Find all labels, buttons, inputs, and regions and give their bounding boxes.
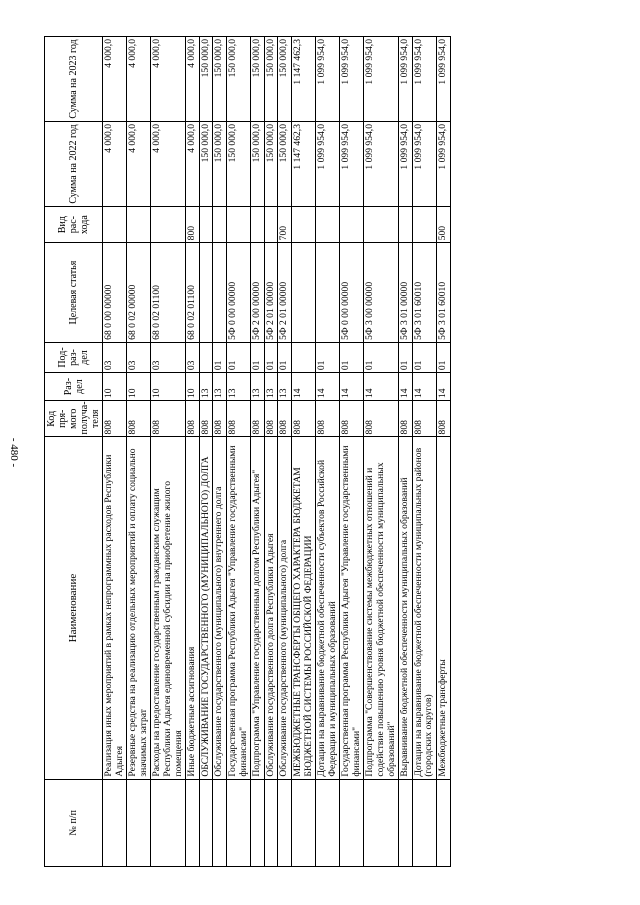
cell-subsection: 01 <box>316 342 340 372</box>
cell-section: 13 <box>213 373 227 401</box>
cell-name: Государственная программа Республики Адыгея "Управление государственными финансами" <box>340 437 364 779</box>
cell-code: 808 <box>127 401 151 437</box>
cell-num <box>291 779 315 866</box>
table-row <box>399 37 413 867</box>
table-body <box>103 37 451 867</box>
cell-section: 13 <box>278 373 292 401</box>
cell-name: Подпрограмма "Управление государственным долгом Республики Адыгея" <box>251 437 265 779</box>
cell-code: 808 <box>340 401 364 437</box>
cell-expense <box>226 206 250 242</box>
cell-num <box>399 779 413 866</box>
table-row <box>251 37 265 867</box>
cell-subsection: 01 <box>399 342 413 372</box>
cell-sum-2022: 1 099 954,0 <box>340 122 364 207</box>
cell-code: 808 <box>103 401 127 437</box>
cell-expense: 800 <box>186 206 200 242</box>
cell-num <box>278 779 292 866</box>
cell-target <box>199 243 213 343</box>
cell-code: 808 <box>437 401 451 437</box>
cell-num <box>340 779 364 866</box>
cell-name: Обслуживание государственного (муниципального) долга <box>278 437 292 779</box>
table-row <box>364 37 399 867</box>
cell-target: 5Ф 2 01 00000 <box>264 243 278 343</box>
cell-expense <box>316 206 340 242</box>
cell-target: 5Ф 3 01 60010 <box>412 243 436 343</box>
cell-name: Выравнивание бюджетной обеспеченности муниципальных образований <box>399 437 413 779</box>
cell-sum-2023: 4 000,0 <box>127 37 151 122</box>
cell-subsection: 01 <box>264 342 278 372</box>
cell-section: 13 <box>199 373 213 401</box>
cell-expense <box>340 206 364 242</box>
cell-section: 14 <box>412 373 436 401</box>
cell-sum-2023: 1 099 954,0 <box>340 37 364 122</box>
cell-subsection: 01 <box>340 342 364 372</box>
cell-num <box>151 779 186 866</box>
table-row <box>264 37 278 867</box>
cell-subsection: 03 <box>127 342 151 372</box>
cell-subsection: 01 <box>213 342 227 372</box>
cell-name: Государственная программа Республики Адыгея "Управление государственными финансами" <box>226 437 250 779</box>
cell-code: 808 <box>226 401 250 437</box>
header-name: Наименование <box>45 437 103 779</box>
cell-subsection <box>291 342 315 372</box>
cell-expense <box>291 206 315 242</box>
cell-target: 68 0 00 00000 <box>103 243 127 343</box>
cell-section: 13 <box>226 373 250 401</box>
header-target: Целевая статья <box>45 243 103 343</box>
header-section: Раз- дел <box>45 373 103 401</box>
cell-sum-2023: 150 000,0 <box>278 37 292 122</box>
cell-subsection: 01 <box>364 342 399 372</box>
cell-name: МЕЖБЮДЖЕТНЫЕ ТРАНСФЕРТЫ ОБЩЕГО ХАРАКТЕРА БЮДЖЕТАМ БЮДЖЕТНОЙ СИСТЕМЫ РОССИЙСКОЙ ФЕДЕРАЦИИ <box>291 437 315 779</box>
cell-expense: 700 <box>278 206 292 242</box>
cell-name: Расходы на предоставление государственным гражданским служащим Республики Адыгея единовременной субсидии на приобретение жилого помещения <box>151 437 186 779</box>
cell-target: 5Ф 3 00 00000 <box>364 243 399 343</box>
cell-sum-2023: 4 000,0 <box>103 37 127 122</box>
cell-sum-2022: 1 099 954,0 <box>364 122 399 207</box>
cell-num <box>186 779 200 866</box>
budget-table <box>44 36 451 867</box>
cell-num <box>127 779 151 866</box>
cell-section: 13 <box>264 373 278 401</box>
cell-expense <box>127 206 151 242</box>
cell-section: 14 <box>364 373 399 401</box>
table-row <box>199 37 213 867</box>
table-row <box>127 37 151 867</box>
cell-section: 14 <box>399 373 413 401</box>
cell-subsection: 01 <box>226 342 250 372</box>
cell-sum-2023: 150 000,0 <box>264 37 278 122</box>
cell-expense <box>251 206 265 242</box>
table-row <box>103 37 127 867</box>
cell-code: 808 <box>364 401 399 437</box>
cell-code: 808 <box>291 401 315 437</box>
cell-name: Резервные средства на реализацию отдельных мероприятий и оплату социально значимых затрат <box>127 437 151 779</box>
cell-sum-2023: 1 099 954,0 <box>412 37 436 122</box>
table-row <box>226 37 250 867</box>
cell-section: 10 <box>127 373 151 401</box>
cell-target <box>213 243 227 343</box>
cell-subsection: 01 <box>437 342 451 372</box>
cell-target: 5Ф 3 01 60010 <box>437 243 451 343</box>
cell-sum-2022: 4 000,0 <box>151 122 186 207</box>
table-row <box>278 37 292 867</box>
header-expense: Вид рас- хода <box>45 206 103 242</box>
page-number: - 480 - <box>8 437 20 468</box>
cell-target: 5Ф 2 00 00000 <box>251 243 265 343</box>
table-row <box>291 37 315 867</box>
cell-sum-2023: 150 000,0 <box>199 37 213 122</box>
cell-sum-2022: 150 000,0 <box>251 122 265 207</box>
header-num: № п/п <box>45 779 103 866</box>
cell-sum-2022: 150 000,0 <box>213 122 227 207</box>
cell-code: 808 <box>199 401 213 437</box>
table-row <box>186 37 200 867</box>
cell-sum-2023: 150 000,0 <box>226 37 250 122</box>
cell-sum-2023: 4 000,0 <box>151 37 186 122</box>
cell-num <box>437 779 451 866</box>
cell-code: 808 <box>264 401 278 437</box>
cell-num <box>213 779 227 866</box>
cell-expense <box>399 206 413 242</box>
table-row <box>412 37 436 867</box>
cell-sum-2023: 1 099 954,0 <box>364 37 399 122</box>
cell-expense: 500 <box>437 206 451 242</box>
cell-section: 14 <box>316 373 340 401</box>
cell-num <box>316 779 340 866</box>
cell-expense <box>199 206 213 242</box>
cell-sum-2022: 150 000,0 <box>199 122 213 207</box>
table-row <box>213 37 227 867</box>
cell-section: 14 <box>291 373 315 401</box>
cell-target: 5Ф 0 00 00000 <box>226 243 250 343</box>
cell-num <box>199 779 213 866</box>
cell-sum-2023: 1 099 954,0 <box>437 37 451 122</box>
table-row <box>437 37 451 867</box>
cell-name: Обслуживание государственного (муниципального) внутреннего долга <box>213 437 227 779</box>
cell-num <box>412 779 436 866</box>
cell-sum-2022: 1 099 954,0 <box>399 122 413 207</box>
cell-section: 10 <box>151 373 186 401</box>
cell-subsection: 01 <box>412 342 436 372</box>
header-code: Код пря- мого получа- теля <box>45 401 103 437</box>
cell-subsection: 01 <box>278 342 292 372</box>
cell-subsection: 03 <box>186 342 200 372</box>
cell-subsection: 01 <box>251 342 265 372</box>
cell-name: Межбюджетные трансферты <box>437 437 451 779</box>
cell-subsection <box>199 342 213 372</box>
cell-sum-2022: 150 000,0 <box>226 122 250 207</box>
cell-code: 808 <box>399 401 413 437</box>
cell-num <box>251 779 265 866</box>
cell-expense <box>151 206 186 242</box>
cell-code: 808 <box>251 401 265 437</box>
cell-num <box>226 779 250 866</box>
cell-sum-2022: 4 000,0 <box>186 122 200 207</box>
cell-code: 808 <box>186 401 200 437</box>
table-row <box>151 37 186 867</box>
cell-sum-2023: 4 000,0 <box>186 37 200 122</box>
cell-sum-2023: 150 000,0 <box>213 37 227 122</box>
cell-subsection: 03 <box>103 342 127 372</box>
cell-name: ОБСЛУЖИВАНИЕ ГОСУДАРСТВЕННОГО (МУНИЦИПАЛЬНОГО) ДОЛГА <box>199 437 213 779</box>
cell-subsection: 03 <box>151 342 186 372</box>
cell-expense <box>264 206 278 242</box>
table-row <box>316 37 340 867</box>
cell-code: 808 <box>213 401 227 437</box>
cell-code: 808 <box>151 401 186 437</box>
cell-section: 13 <box>251 373 265 401</box>
cell-name: Реализация иных мероприятий в рамках непрограммных расходов Республики Адыгея <box>103 437 127 779</box>
table-header-row <box>45 37 103 867</box>
cell-code: 808 <box>278 401 292 437</box>
header-subsection: Под- раз- дел <box>45 342 103 372</box>
cell-sum-2023: 1 099 954,0 <box>316 37 340 122</box>
cell-expense <box>213 206 227 242</box>
cell-name: Дотации на выравнивание бюджетной обеспеченности муниципальных районов (городских округов) <box>412 437 436 779</box>
cell-num <box>264 779 278 866</box>
header-sum-2022: Сумма на 2022 год <box>45 122 103 207</box>
cell-sum-2022: 150 000,0 <box>278 122 292 207</box>
table-row <box>340 37 364 867</box>
cell-sum-2023: 150 000,0 <box>251 37 265 122</box>
cell-section: 14 <box>340 373 364 401</box>
cell-sum-2023: 1 099 954,0 <box>399 37 413 122</box>
cell-section: 14 <box>437 373 451 401</box>
cell-expense <box>103 206 127 242</box>
cell-sum-2022: 1 147 462,3 <box>291 122 315 207</box>
cell-expense <box>412 206 436 242</box>
cell-sum-2022: 4 000,0 <box>103 122 127 207</box>
cell-expense <box>364 206 399 242</box>
cell-section: 10 <box>103 373 127 401</box>
cell-sum-2022: 1 099 954,0 <box>437 122 451 207</box>
cell-num <box>103 779 127 866</box>
cell-name: Дотации на выравнивание бюджетной обеспеченности субъектов Российской Федерации и муниципальных образований <box>316 437 340 779</box>
cell-name: Обслуживание государственного долга Республики Адыгея <box>264 437 278 779</box>
cell-name: Подпрограмма "Совершенствование системы межбюджетных отношений и содействие повышению уровня бюджетной обеспеченности муниципальных образований" <box>364 437 399 779</box>
cell-section: 10 <box>186 373 200 401</box>
header-sum-2023: Сумма на 2023 год <box>45 37 103 122</box>
cell-target: 5Ф 2 01 00000 <box>278 243 292 343</box>
cell-target: 68 0 02 01100 <box>151 243 186 343</box>
cell-target: 5Ф 3 01 00000 <box>399 243 413 343</box>
cell-name: Иные бюджетные ассигнования <box>186 437 200 779</box>
cell-target <box>291 243 315 343</box>
cell-target: 68 0 02 01100 <box>186 243 200 343</box>
cell-target <box>316 243 340 343</box>
cell-num <box>364 779 399 866</box>
cell-sum-2022: 4 000,0 <box>127 122 151 207</box>
cell-code: 808 <box>316 401 340 437</box>
cell-target: 68 0 02 00000 <box>127 243 151 343</box>
cell-code: 808 <box>412 401 436 437</box>
cell-sum-2022: 150 000,0 <box>264 122 278 207</box>
cell-sum-2022: 1 099 954,0 <box>316 122 340 207</box>
cell-sum-2023: 1 147 462,3 <box>291 37 315 122</box>
cell-sum-2022: 1 099 954,0 <box>412 122 436 207</box>
cell-target: 5Ф 0 00 00000 <box>340 243 364 343</box>
